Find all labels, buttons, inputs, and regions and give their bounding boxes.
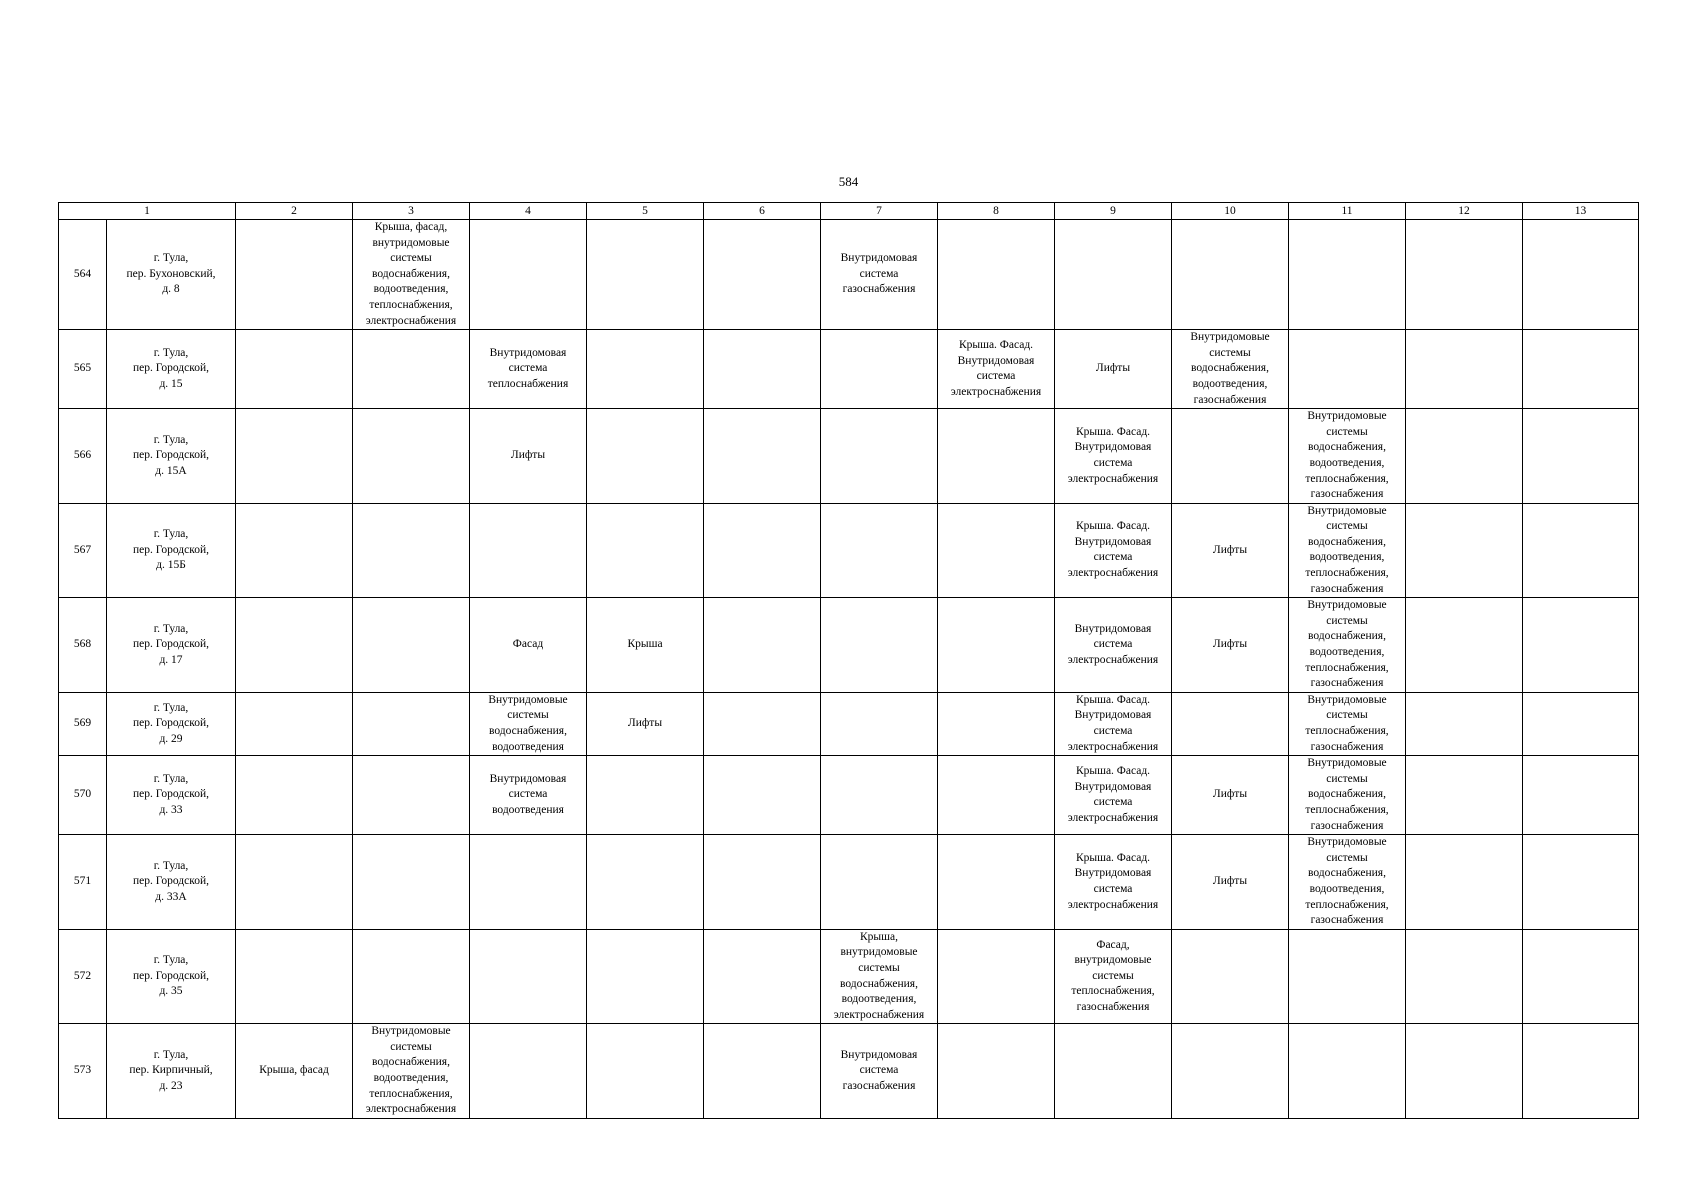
table-row <box>59 756 1639 835</box>
col-9-cell: Внутридомовая система электроснабжения <box>1055 598 1172 693</box>
col-13-cell <box>1523 929 1639 1024</box>
col-4-cell: Фасад <box>470 598 587 693</box>
col-7-cell <box>821 330 938 409</box>
col-8-cell <box>938 756 1055 835</box>
column-header-5: 5 <box>587 203 704 220</box>
col-8-cell <box>938 692 1055 755</box>
col-13-cell <box>1523 598 1639 693</box>
col-3-cell <box>353 692 470 755</box>
row-number: 571 <box>59 835 107 930</box>
column-header-2: 2 <box>236 203 353 220</box>
objects-table <box>58 202 1639 1119</box>
column-header-7: 7 <box>821 203 938 220</box>
col-4-cell: Внутридомовая система водоотведения <box>470 756 587 835</box>
address-cell: г. Тула, пер. Городской, д. 17 <box>107 598 236 693</box>
col-12-cell <box>1406 503 1523 598</box>
address-cell: г. Тула, пер. Бухоновский, д. 8 <box>107 220 236 330</box>
col-9-cell: Крыша. Фасад. Внутридомовая система электроснабжения <box>1055 756 1172 835</box>
column-header-3: 3 <box>353 203 470 220</box>
col-10-cell: Лифты <box>1172 835 1289 930</box>
col-10-cell: Лифты <box>1172 598 1289 693</box>
col-11-cell <box>1289 1024 1406 1119</box>
col-11-cell: Внутридомовые системы водоснабжения, теплоснабжения, газоснабжения <box>1289 756 1406 835</box>
col-6-cell <box>704 503 821 598</box>
col-5-cell <box>587 409 704 504</box>
col-13-cell <box>1523 692 1639 755</box>
table-row <box>59 598 1639 693</box>
column-header-13: 13 <box>1523 203 1639 220</box>
col-3-cell <box>353 835 470 930</box>
col-3-cell: Внутридомовые системы водоснабжения, водоотведения, теплоснабжения, электроснабжения <box>353 1024 470 1119</box>
column-header-12: 12 <box>1406 203 1523 220</box>
col-10-cell: Лифты <box>1172 756 1289 835</box>
table-row <box>59 409 1639 504</box>
col-2-cell <box>236 692 353 755</box>
col-6-cell <box>704 929 821 1024</box>
col-11-cell <box>1289 220 1406 330</box>
col-5-cell <box>587 503 704 598</box>
col-12-cell <box>1406 598 1523 693</box>
table-row <box>59 835 1639 930</box>
address-cell: г. Тула, пер. Кирпичный, д. 23 <box>107 1024 236 1119</box>
col-7-cell: Внутридомовая система газоснабжения <box>821 220 938 330</box>
col-7-cell <box>821 692 938 755</box>
col-9-cell <box>1055 220 1172 330</box>
col-11-cell <box>1289 929 1406 1024</box>
column-header-10: 10 <box>1172 203 1289 220</box>
col-8-cell <box>938 503 1055 598</box>
col-8-cell <box>938 220 1055 330</box>
table-row <box>59 503 1639 598</box>
col-6-cell <box>704 1024 821 1119</box>
col-11-cell: Внутридомовые системы теплоснабжения, газоснабжения <box>1289 692 1406 755</box>
col-4-cell <box>470 835 587 930</box>
col-10-cell <box>1172 692 1289 755</box>
col-5-cell: Крыша <box>587 598 704 693</box>
col-8-cell <box>938 835 1055 930</box>
table-row <box>59 692 1639 755</box>
col-5-cell <box>587 220 704 330</box>
col-3-cell <box>353 756 470 835</box>
col-7-cell <box>821 756 938 835</box>
col-5-cell <box>587 330 704 409</box>
col-4-cell <box>470 929 587 1024</box>
col-11-cell: Внутридомовые системы водоснабжения, водоотведения, теплоснабжения, газоснабжения <box>1289 409 1406 504</box>
table-row <box>59 220 1639 330</box>
col-10-cell: Внутридомовые системы водоснабжения, водоотведения, газоснабжения <box>1172 330 1289 409</box>
row-number: 570 <box>59 756 107 835</box>
col-7-cell: Внутридомовая система газоснабжения <box>821 1024 938 1119</box>
column-header-9: 9 <box>1055 203 1172 220</box>
col-3-cell <box>353 929 470 1024</box>
col-12-cell <box>1406 220 1523 330</box>
col-8-cell <box>938 929 1055 1024</box>
col-10-cell <box>1172 929 1289 1024</box>
col-6-cell <box>704 220 821 330</box>
col-13-cell <box>1523 503 1639 598</box>
col-10-cell: Лифты <box>1172 503 1289 598</box>
col-11-cell <box>1289 330 1406 409</box>
col-4-cell <box>470 503 587 598</box>
col-3-cell: Крыша, фасад, внутридомовые системы водоснабжения, водоотведения, теплоснабжения, электроснабжения <box>353 220 470 330</box>
table-row <box>59 929 1639 1024</box>
col-8-cell <box>938 409 1055 504</box>
col-4-cell <box>470 1024 587 1119</box>
col-2-cell <box>236 835 353 930</box>
col-4-cell <box>470 220 587 330</box>
col-10-cell <box>1172 409 1289 504</box>
address-cell: г. Тула, пер. Городской, д. 15Б <box>107 503 236 598</box>
col-6-cell <box>704 835 821 930</box>
col-5-cell <box>587 835 704 930</box>
col-11-cell: Внутридомовые системы водоснабжения, водоотведения, теплоснабжения, газоснабжения <box>1289 598 1406 693</box>
col-7-cell: Крыша, внутридомовые системы водоснабжения, водоотведения, электроснабжения <box>821 929 938 1024</box>
col-3-cell <box>353 409 470 504</box>
col-13-cell <box>1523 220 1639 330</box>
col-9-cell: Крыша. Фасад. Внутридомовая система электроснабжения <box>1055 503 1172 598</box>
col-12-cell <box>1406 835 1523 930</box>
col-9-cell: Крыша. Фасад. Внутридомовая система электроснабжения <box>1055 835 1172 930</box>
col-13-cell <box>1523 409 1639 504</box>
col-2-cell: Крыша, фасад <box>236 1024 353 1119</box>
row-number: 573 <box>59 1024 107 1119</box>
column-number-header-row <box>59 203 1639 220</box>
col-9-cell: Крыша. Фасад. Внутридомовая система электроснабжения <box>1055 409 1172 504</box>
address-cell: г. Тула, пер. Городской, д. 35 <box>107 929 236 1024</box>
col-2-cell <box>236 409 353 504</box>
address-cell: г. Тула, пер. Городской, д. 15 <box>107 330 236 409</box>
col-7-cell <box>821 598 938 693</box>
col-9-cell: Лифты <box>1055 330 1172 409</box>
col-8-cell: Крыша. Фасад. Внутридомовая система электроснабжения <box>938 330 1055 409</box>
col-10-cell <box>1172 220 1289 330</box>
col-4-cell: Лифты <box>470 409 587 504</box>
col-2-cell <box>236 756 353 835</box>
row-number: 568 <box>59 598 107 693</box>
col-5-cell <box>587 929 704 1024</box>
col-4-cell: Внутридомовые системы водоснабжения, водоотведения <box>470 692 587 755</box>
column-header-6: 6 <box>704 203 821 220</box>
col-13-cell <box>1523 330 1639 409</box>
col-6-cell <box>704 756 821 835</box>
col-7-cell <box>821 835 938 930</box>
col-12-cell <box>1406 330 1523 409</box>
row-number: 566 <box>59 409 107 504</box>
row-number: 572 <box>59 929 107 1024</box>
col-8-cell <box>938 598 1055 693</box>
col-2-cell <box>236 929 353 1024</box>
row-number: 564 <box>59 220 107 330</box>
col-12-cell <box>1406 692 1523 755</box>
col-9-cell: Фасад, внутридомовые системы теплоснабжения, газоснабжения <box>1055 929 1172 1024</box>
column-header-1: 1 <box>59 203 236 220</box>
col-5-cell: Лифты <box>587 692 704 755</box>
col-10-cell <box>1172 1024 1289 1119</box>
col-2-cell <box>236 503 353 598</box>
col-4-cell: Внутридомовая система теплоснабжения <box>470 330 587 409</box>
row-number: 565 <box>59 330 107 409</box>
col-5-cell <box>587 756 704 835</box>
address-cell: г. Тула, пер. Городской, д. 33А <box>107 835 236 930</box>
col-12-cell <box>1406 1024 1523 1119</box>
col-11-cell: Внутридомовые системы водоснабжения, водоотведения, теплоснабжения, газоснабжения <box>1289 503 1406 598</box>
table-row <box>59 330 1639 409</box>
col-5-cell <box>587 1024 704 1119</box>
col-6-cell <box>704 409 821 504</box>
col-12-cell <box>1406 929 1523 1024</box>
column-header-11: 11 <box>1289 203 1406 220</box>
col-13-cell <box>1523 1024 1639 1119</box>
col-9-cell <box>1055 1024 1172 1119</box>
col-2-cell <box>236 330 353 409</box>
col-2-cell <box>236 220 353 330</box>
page-number: 584 <box>838 174 859 189</box>
address-cell: г. Тула, пер. Городской, д. 29 <box>107 692 236 755</box>
col-11-cell: Внутридомовые системы водоснабжения, водоотведения, теплоснабжения, газоснабжения <box>1289 835 1406 930</box>
address-cell: г. Тула, пер. Городской, д. 33 <box>107 756 236 835</box>
col-6-cell <box>704 692 821 755</box>
col-3-cell <box>353 598 470 693</box>
col-6-cell <box>704 598 821 693</box>
col-3-cell <box>353 503 470 598</box>
table-row <box>59 1024 1639 1119</box>
col-3-cell <box>353 330 470 409</box>
col-13-cell <box>1523 756 1639 835</box>
col-13-cell <box>1523 835 1639 930</box>
column-header-8: 8 <box>938 203 1055 220</box>
col-12-cell <box>1406 409 1523 504</box>
col-8-cell <box>938 1024 1055 1119</box>
col-7-cell <box>821 503 938 598</box>
row-number: 567 <box>59 503 107 598</box>
col-2-cell <box>236 598 353 693</box>
col-7-cell <box>821 409 938 504</box>
col-9-cell: Крыша. Фасад. Внутридомовая система электроснабжения <box>1055 692 1172 755</box>
col-12-cell <box>1406 756 1523 835</box>
row-number: 569 <box>59 692 107 755</box>
column-header-4: 4 <box>470 203 587 220</box>
col-6-cell <box>704 330 821 409</box>
address-cell: г. Тула, пер. Городской, д. 15А <box>107 409 236 504</box>
